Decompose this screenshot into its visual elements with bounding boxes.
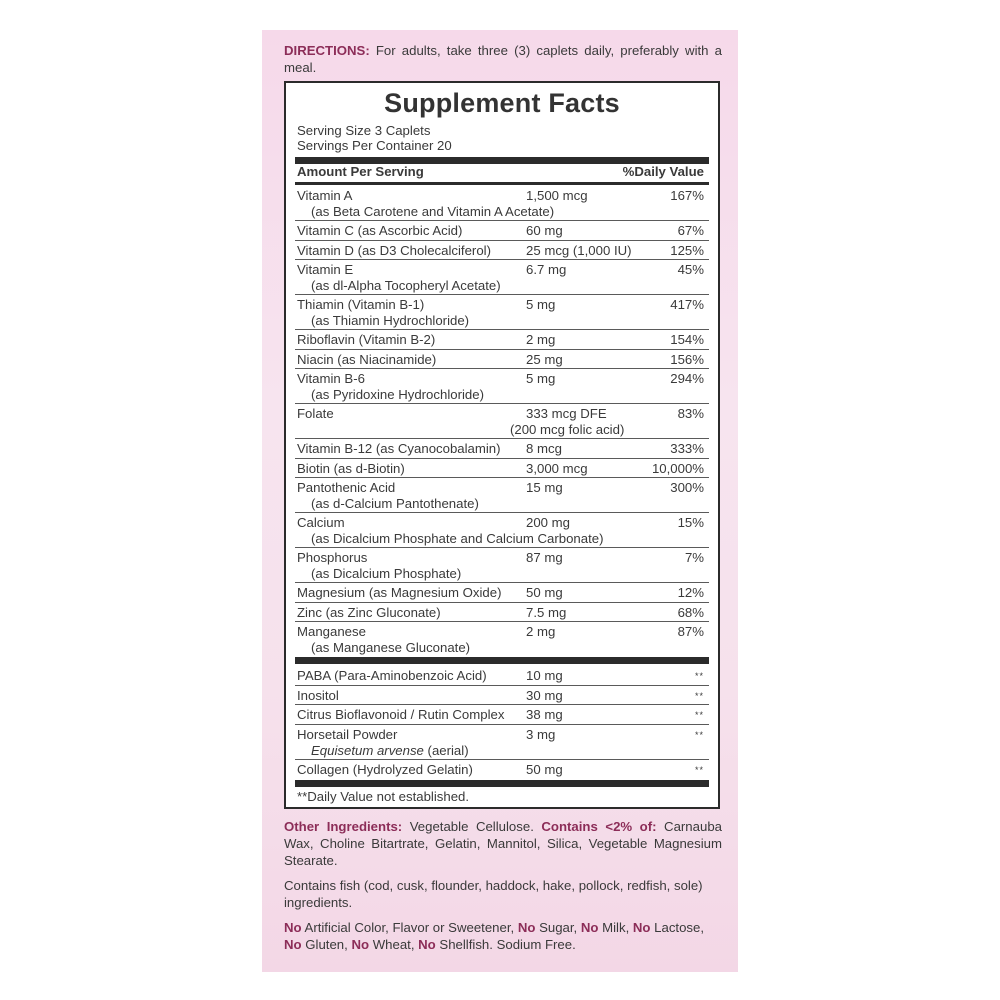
nutrient-source: (as Thiamin Hydrochloride) xyxy=(311,313,470,328)
free-text: Lactose, xyxy=(650,920,705,935)
nutrient-name: Collagen (Hydrolyzed Gelatin) xyxy=(297,761,473,777)
nutrient-amount: 25 mg xyxy=(526,351,563,367)
nutrient-name: Magnesium (as Magnesium Oxide) xyxy=(297,585,502,600)
row-divider xyxy=(295,458,709,459)
nutrient-name: Pantothenic Acid xyxy=(297,480,396,495)
nutrient-row xyxy=(297,624,704,657)
nutrient-source-part: (aerial) xyxy=(423,742,469,758)
nutrient-row xyxy=(297,262,704,295)
nutrient-amount: 200 mg xyxy=(526,515,570,530)
nutrient-name: Phosphorus xyxy=(297,550,368,565)
facts-title: Supplement Facts xyxy=(384,88,620,118)
nutrient-row xyxy=(297,762,704,780)
dv-header: %Daily Value xyxy=(622,164,704,179)
daily-value: 10,000% xyxy=(651,460,704,476)
daily-value: 68% xyxy=(677,604,704,620)
nutrient-row xyxy=(297,332,704,350)
nutrient-row xyxy=(297,297,704,330)
daily-value: ** xyxy=(694,671,704,681)
daily-value: 67% xyxy=(677,223,704,238)
other-ingredients-text1: Vegetable Cellulose. xyxy=(402,819,542,834)
nutrient-row xyxy=(297,668,704,686)
thick-divider xyxy=(295,157,709,164)
free-text: Shellfish. Sodium Free. xyxy=(435,937,576,952)
nutrient-amount: 3 mg xyxy=(526,726,556,742)
facts-header-row xyxy=(297,164,704,179)
free-text: Gluten, xyxy=(301,937,352,952)
row-divider xyxy=(295,259,709,260)
nutrient-row xyxy=(297,243,704,261)
daily-value: 12% xyxy=(677,585,704,600)
nutrient-amount: 38 mg xyxy=(526,707,563,722)
row-divider xyxy=(295,582,709,583)
nutrient-row xyxy=(297,223,704,241)
nutrient-source: (as dl-Alpha Tocopheryl Acetate) xyxy=(311,278,501,293)
daily-value: ** xyxy=(694,764,704,775)
nutrient-source: (as d-Calcium Pantothenate) xyxy=(311,496,479,511)
nutrient-source: (as Dicalcium Phosphate) xyxy=(311,566,462,581)
row-divider xyxy=(295,329,709,330)
nutrient-name: Vitamin D (as D3 Cholecalciferol) xyxy=(297,242,491,258)
daily-value: 15% xyxy=(677,515,704,530)
free-text: Wheat, xyxy=(369,937,419,952)
nutrient-name: Vitamin E xyxy=(297,262,354,277)
nutrient-name: Manganese xyxy=(297,624,366,639)
supplement-facts-panel xyxy=(284,81,720,809)
daily-value: 300% xyxy=(670,480,704,495)
nutrient-amount: 333 mcg DFE xyxy=(526,406,607,421)
nutrient-amount: 7.5 mg xyxy=(526,604,567,620)
nutrient-amount: 30 mg xyxy=(526,687,563,703)
daily-value: 87% xyxy=(677,624,704,639)
row-divider xyxy=(295,724,709,725)
daily-value: 125% xyxy=(670,242,704,258)
serving-size: Serving Size 3 Caplets xyxy=(297,123,431,138)
free-text: Artificial Color, Flavor or Sweetener, xyxy=(301,920,518,935)
amount-header: Amount Per Serving xyxy=(297,164,424,179)
nutrient-row xyxy=(297,727,704,760)
nutrient-amount: 10 mg xyxy=(526,668,563,683)
nutrient-amount: 25 mcg (1,000 IU) xyxy=(526,242,632,258)
contains-label: Contains <2% of: xyxy=(541,819,657,834)
daily-value: 7% xyxy=(684,550,704,565)
nutrient-amount: 5 mg xyxy=(526,297,556,312)
daily-value: ** xyxy=(694,729,704,740)
daily-value: 83% xyxy=(677,406,704,421)
nutrient-amount: 6.7 mg xyxy=(526,262,567,277)
daily-value: 156% xyxy=(670,351,704,367)
nutrient-source: (as Manganese Gluconate) xyxy=(311,640,471,655)
nutrient-source: (as Beta Carotene and Vitamin A Acetate) xyxy=(311,204,555,219)
daily-value: ** xyxy=(694,690,704,701)
directions-text: For adults, take three (3) caplets daily, preferably with a meal. xyxy=(284,43,722,75)
nutrient-amount: 50 mg xyxy=(526,585,563,600)
nutrient-name: Niacin (as Niacinamide) xyxy=(297,351,437,367)
nutrient-row xyxy=(297,515,704,548)
nutrient-name: Citrus Bioflavonoid / Rutin Complex xyxy=(297,707,505,722)
free-from-statement xyxy=(284,919,722,953)
nutrient-amount: 87 mg xyxy=(526,550,563,565)
daily-value: 45% xyxy=(677,262,704,277)
other-ingredients-label: Other Ingredients: xyxy=(284,819,403,834)
nutrient-name: Vitamin C (as Ascorbic Acid) xyxy=(297,223,463,238)
fish-allergen-note: Contains fish (cod, cusk, flounder, haddock, hake, pollock, redfish, sole) ingredients. xyxy=(284,878,703,910)
nutrient-row xyxy=(297,688,704,706)
nutrient-name: Riboflavin (Vitamin B-2) xyxy=(297,332,436,347)
nutrient-row xyxy=(297,371,704,404)
row-divider xyxy=(295,240,709,241)
no-word: No xyxy=(418,937,436,952)
daily-value: 333% xyxy=(670,441,704,456)
nutrient-amount: 1,500 mcg xyxy=(526,188,588,203)
daily-value: 154% xyxy=(670,332,704,347)
section-divider xyxy=(295,657,709,664)
nutrient-name: Horsetail Powder xyxy=(297,726,398,742)
nutrient-row xyxy=(297,441,704,459)
row-divider xyxy=(295,477,709,478)
row-divider xyxy=(295,602,709,603)
nutrient-amount: 60 mg xyxy=(526,223,563,238)
nutrient-row xyxy=(297,585,704,603)
row-divider xyxy=(295,294,709,295)
nutrient-row xyxy=(297,550,704,583)
daily-value: 167% xyxy=(670,188,704,203)
footnote: **Daily Value not established. xyxy=(297,789,470,804)
nutrient-name: PABA (Para-Aminobenzoic Acid) xyxy=(297,668,487,683)
nutrient-name: Vitamin B-6 xyxy=(297,371,365,386)
nutrient-row xyxy=(297,406,704,439)
row-divider xyxy=(295,438,709,439)
nutrient-source: (as Dicalcium Phosphate and Calcium Carbonate) xyxy=(311,531,604,546)
free-text: Sugar, xyxy=(535,920,581,935)
nutrient-row xyxy=(297,352,704,370)
row-divider xyxy=(295,512,709,513)
nutrient-row xyxy=(297,461,704,479)
nutrient-name: Thiamin (Vitamin B-1) xyxy=(297,297,425,312)
other-ingredients-text2: Carnauba Wax, Choline Bitartrate, Gelatin, Mannitol, Silica, Vegetable Magnesium Stearate. xyxy=(284,819,722,868)
row-divider xyxy=(295,368,709,369)
row-divider xyxy=(295,403,709,404)
no-word: No xyxy=(284,937,302,952)
nutrient-name: Folate xyxy=(297,406,334,421)
row-divider xyxy=(295,547,709,548)
nutrient-amount: 2 mg xyxy=(526,624,556,639)
nutrient-amount: 3,000 mcg xyxy=(526,460,588,476)
nutrient-name: Inositol xyxy=(297,687,339,703)
no-word: No xyxy=(632,920,651,935)
nutrient-name: Vitamin B-12 (as Cyanocobalamin) xyxy=(297,441,501,456)
bottom-divider xyxy=(295,780,709,787)
nutrient-amount: 8 mcg xyxy=(526,441,562,456)
nutrient-name: Zinc (as Zinc Gluconate) xyxy=(297,604,441,620)
row-divider xyxy=(295,685,709,686)
other-ingredients xyxy=(284,818,722,869)
servings-per-container: Servings Per Container 20 xyxy=(297,138,452,153)
row-divider xyxy=(295,759,709,760)
nutrient-row xyxy=(297,188,704,221)
nutrient-row xyxy=(297,480,704,513)
nutrient-amount: 15 mg xyxy=(526,480,563,495)
nutrient-amount: 50 mg xyxy=(526,761,563,777)
directions xyxy=(284,42,722,76)
free-text: Milk, xyxy=(598,920,633,935)
directions-label: DIRECTIONS: xyxy=(284,43,370,58)
row-divider xyxy=(295,220,709,221)
no-word: No xyxy=(580,920,599,935)
nutrient-source: (as Pyridoxine Hydrochloride) xyxy=(311,387,484,402)
nutrient-source-latin: Equisetum arvense xyxy=(311,742,424,758)
daily-value: 417% xyxy=(670,297,704,312)
row-divider xyxy=(295,621,709,622)
nutrient-amount: 2 mg xyxy=(526,332,556,347)
row-divider xyxy=(295,704,709,705)
no-word: No xyxy=(284,920,302,935)
nutrient-amount: 5 mg xyxy=(526,371,556,386)
nutrient-name: Calcium xyxy=(297,515,345,530)
nutrient-name: Vitamin A xyxy=(297,188,353,203)
daily-value: 294% xyxy=(670,371,704,386)
nutrient-name: Biotin (as d-Biotin) xyxy=(297,460,405,476)
daily-value: ** xyxy=(694,710,704,720)
no-word: No xyxy=(517,920,536,935)
nutrient-source xyxy=(311,743,469,759)
header-divider xyxy=(295,182,709,185)
nutrient-row xyxy=(297,605,704,623)
no-word: No xyxy=(351,937,370,952)
nutrient-row xyxy=(297,707,704,725)
nutrient-amount-detail: (200 mcg folic acid) xyxy=(510,422,625,437)
row-divider xyxy=(295,349,709,350)
